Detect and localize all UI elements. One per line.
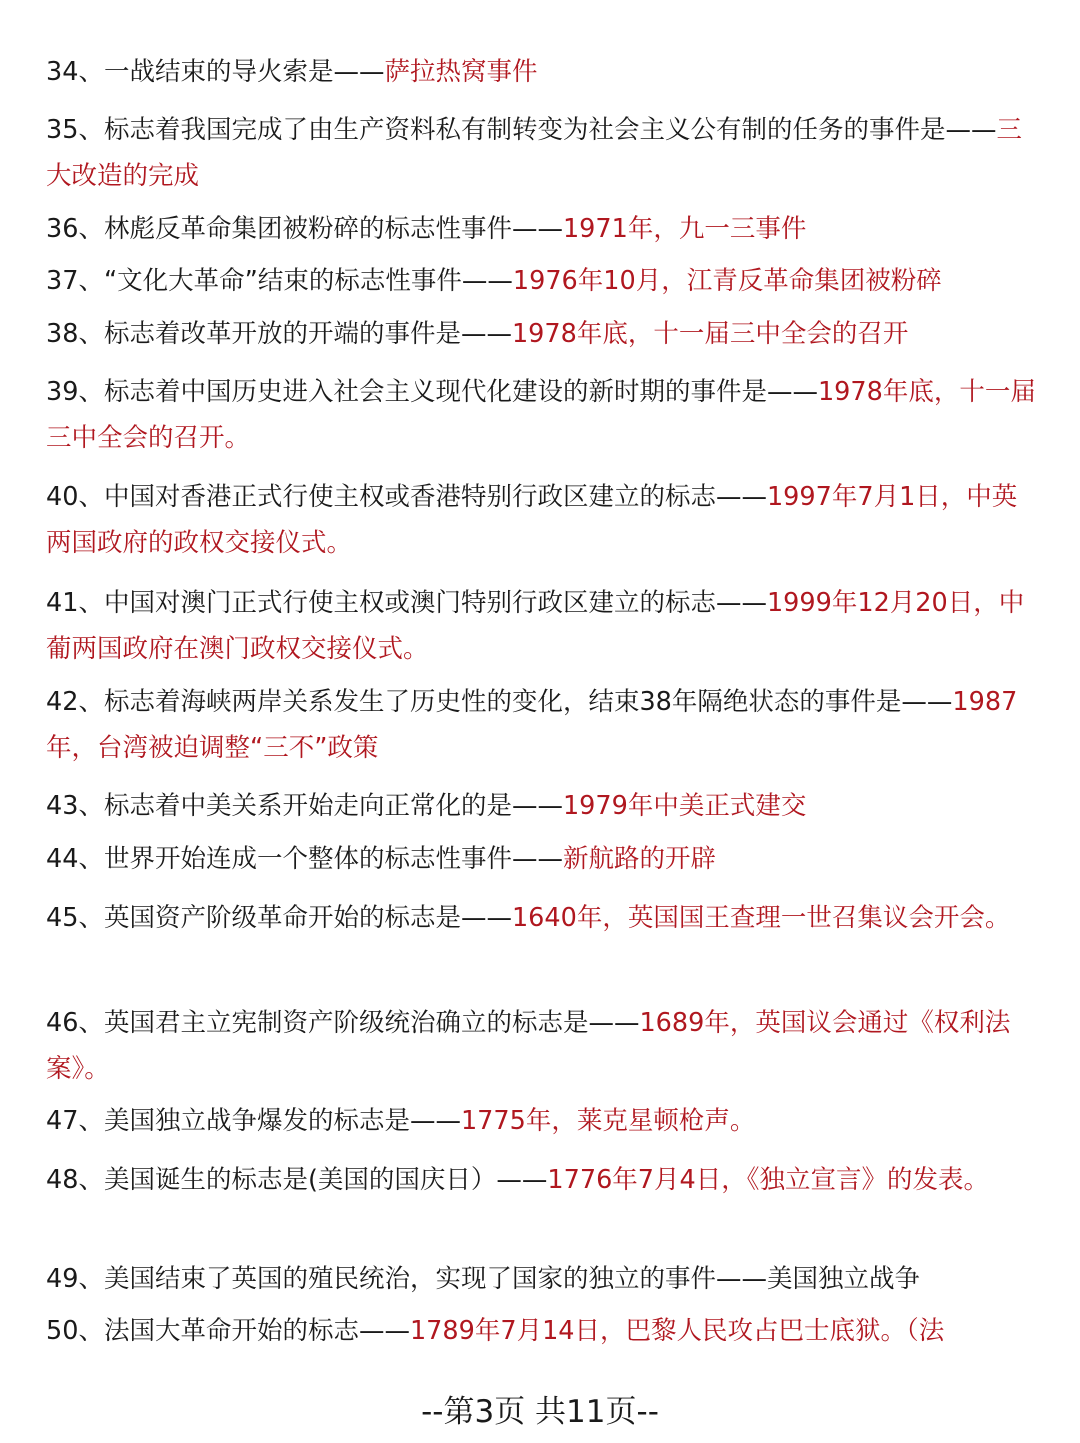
- list-item: [46, 836, 1036, 882]
- page-number-footer: --第3页 共11页--: [421, 1394, 659, 1430]
- answer-text: 1689年，英国议会通过《权利法案》。: [46, 1008, 1011, 1084]
- answer-text: 新航路的开辟: [562, 844, 716, 874]
- question-text: 41、中国对澳门正式行使主权或澳门特别行政区建立的标志——: [46, 588, 767, 618]
- list-item: [46, 474, 1036, 566]
- answer-text: 1978年底，十一届三中全会的召开: [511, 319, 909, 349]
- question-text: 38、标志着改革开放的开端的事件是——: [46, 319, 512, 349]
- question-text: 45、英国资产阶级革命开始的标志是——: [46, 903, 512, 933]
- answer-text: 1789年7月14日，巴黎人民攻占巴士底狱。（法: [409, 1316, 945, 1346]
- question-text: 49、美国结束了英国的殖民统治，实现了国家的独立的事件——: [46, 1264, 767, 1294]
- answer-text: 美国独立战争: [766, 1264, 920, 1294]
- list-item: [46, 369, 1036, 461]
- answer-text: 三大改造的完成: [46, 115, 1022, 191]
- list-item: [46, 1308, 1036, 1354]
- question-text: 48、美国诞生的标志是(美国的国庆日）——: [46, 1165, 548, 1195]
- question-text: 36、林彪反革命集团被粉碎的标志性事件——: [46, 214, 563, 244]
- question-text: 37、“文化大革命”结束的标志性事件——: [46, 266, 513, 296]
- question-text: 47、美国独立战争爆发的标志是——: [46, 1106, 461, 1136]
- list-item: [46, 1157, 1036, 1203]
- question-text: 39、标志着中国历史进入社会主义现代化建设的新时期的事件是——: [46, 377, 818, 407]
- list-item: [46, 580, 1036, 672]
- answer-text: 1971年，九一三事件: [562, 214, 807, 244]
- question-text: 35、标志着我国完成了由生产资料私有制转变为社会主义公有制的任务的事件是——: [46, 115, 997, 145]
- answer-text: 1979年中美正式建交: [562, 791, 807, 821]
- list-item: [46, 1098, 1036, 1144]
- answer-text: 1987年，台湾被迫调整“三不”政策: [46, 687, 1018, 763]
- question-text: 43、标志着中美关系开始走向正常化的是——: [46, 791, 563, 821]
- list-item: [46, 783, 1036, 829]
- question-text: 44、世界开始连成一个整体的标志性事件——: [46, 844, 563, 874]
- answer-text: 1997年7月1日，中英两国政府的政权交接仪式。: [46, 482, 1018, 558]
- answer-text: 1976年10月，江青反革命集团被粉碎: [512, 266, 942, 296]
- question-text: 46、英国君主立宪制资产阶级统治确立的标志是——: [46, 1008, 640, 1038]
- question-text: 50、法国大革命开始的标志——: [46, 1316, 410, 1346]
- list-item: [46, 679, 1036, 771]
- list-item: [46, 107, 1036, 199]
- list-item: [46, 311, 1036, 357]
- question-text: 34、一战结束的导火索是——: [46, 57, 385, 87]
- question-text: 40、中国对香港正式行使主权或香港特别行政区建立的标志——: [46, 482, 767, 512]
- list-item: [46, 895, 1036, 941]
- answer-text: 1640年，英国国王查理一世召集议会开会。: [511, 903, 1011, 933]
- answer-text: 1776年7月4日，《独立宣言》的发表。: [547, 1165, 990, 1195]
- list-item: [46, 1000, 1036, 1092]
- answer-text: 1775年，莱克星顿枪声。: [460, 1106, 756, 1136]
- list-item: [46, 49, 1036, 95]
- answer-text: 1999年12月20日，中葡两国政府在澳门政权交接仪式。: [46, 588, 1025, 664]
- list-item: [46, 1256, 1036, 1302]
- question-text: 42、标志着海峡两岸关系发生了历史性的变化，结束38年隔绝状态的事件是——: [46, 687, 953, 717]
- list-item: [46, 258, 1036, 304]
- answer-text: 萨拉热窝事件: [384, 57, 538, 87]
- list-item: [46, 206, 1036, 252]
- answer-text: 1978年底，十一届三中全会的召开。: [46, 377, 1036, 453]
